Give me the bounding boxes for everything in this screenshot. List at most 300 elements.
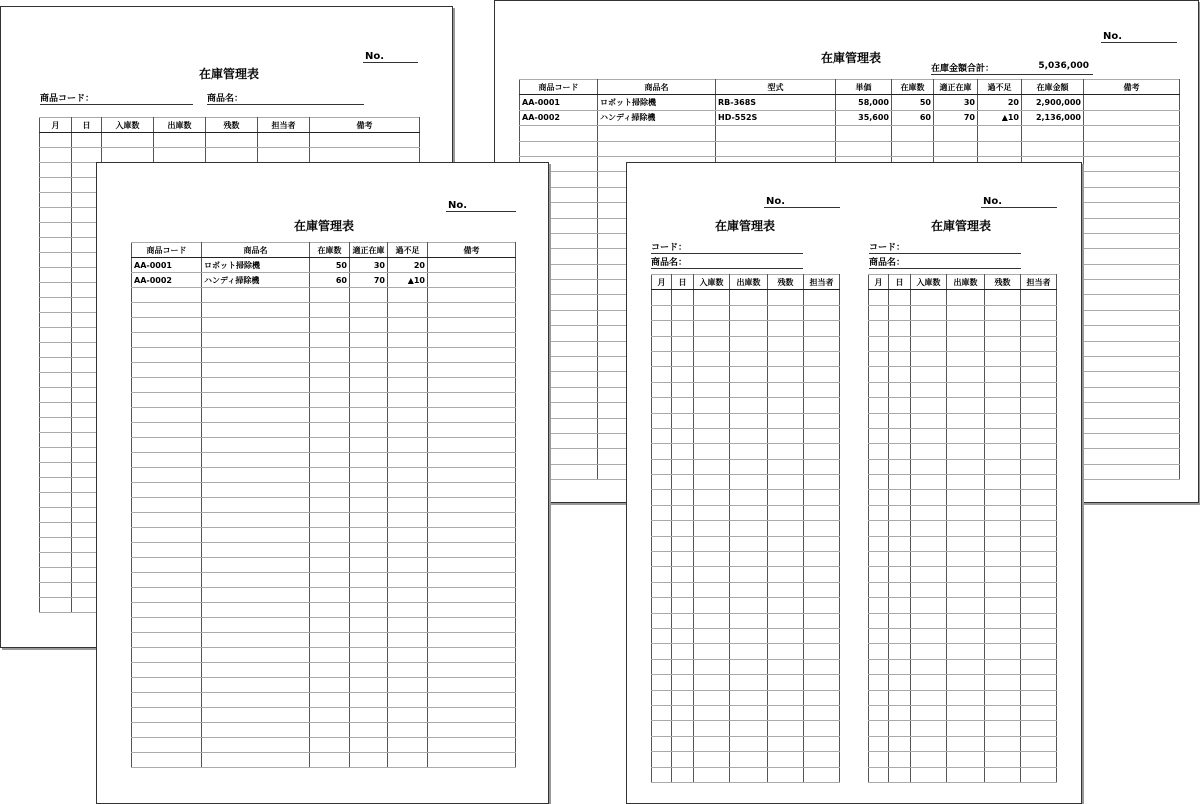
table-cell[interactable]: [985, 351, 1021, 366]
table-cell[interactable]: [804, 336, 840, 351]
table-cell[interactable]: [694, 475, 730, 490]
table-cell[interactable]: [202, 408, 310, 423]
table-cell[interactable]: [869, 552, 889, 567]
table-cell[interactable]: [202, 288, 310, 303]
table-cell[interactable]: [804, 536, 840, 551]
table-cell[interactable]: [947, 521, 985, 536]
table-cell[interactable]: [889, 736, 911, 751]
table-cell[interactable]: [889, 659, 911, 674]
table-cell[interactable]: [672, 351, 694, 366]
table-cell[interactable]: [730, 659, 768, 674]
table-cell[interactable]: [40, 493, 72, 508]
table-cell[interactable]: [40, 448, 72, 463]
table-cell[interactable]: [102, 133, 154, 148]
table-cell[interactable]: [258, 133, 310, 148]
table-cell[interactable]: [985, 475, 1021, 490]
table-cell[interactable]: [652, 675, 672, 690]
table-cell[interactable]: [350, 693, 388, 708]
table-cell[interactable]: [768, 767, 804, 782]
table-cell[interactable]: [985, 428, 1021, 443]
table-cell[interactable]: [947, 567, 985, 582]
table-cell[interactable]: [652, 367, 672, 382]
table-cell[interactable]: [310, 378, 350, 393]
table-cell[interactable]: [310, 573, 350, 588]
table-cell[interactable]: [1084, 156, 1180, 171]
table-cell[interactable]: 60: [310, 273, 350, 288]
table-cell[interactable]: ハンディ掃除機: [202, 273, 310, 288]
table-cell[interactable]: [310, 633, 350, 648]
table-cell[interactable]: [350, 618, 388, 633]
table-cell[interactable]: [1022, 141, 1084, 156]
table-cell[interactable]: 35,600: [836, 110, 892, 125]
table-cell[interactable]: [132, 303, 202, 318]
table-cell[interactable]: [911, 690, 947, 705]
table-cell[interactable]: [1084, 95, 1180, 110]
table-cell[interactable]: [1084, 387, 1180, 402]
table-cell[interactable]: [1084, 449, 1180, 464]
table-cell[interactable]: [40, 538, 72, 553]
table-cell[interactable]: [889, 628, 911, 643]
table-cell[interactable]: [350, 603, 388, 618]
table-cell[interactable]: [652, 628, 672, 643]
table-cell[interactable]: [672, 567, 694, 582]
table-cell[interactable]: [388, 543, 428, 558]
table-cell[interactable]: [911, 628, 947, 643]
table-cell[interactable]: [869, 428, 889, 443]
table-cell[interactable]: [694, 490, 730, 505]
table-cell[interactable]: [350, 453, 388, 468]
table-cell[interactable]: [911, 598, 947, 613]
table-cell[interactable]: [694, 428, 730, 443]
table-cell[interactable]: [911, 752, 947, 767]
table-cell[interactable]: [889, 336, 911, 351]
table-cell[interactable]: [947, 398, 985, 413]
table-cell[interactable]: [428, 438, 516, 453]
table-cell[interactable]: [388, 588, 428, 603]
table-cell[interactable]: [911, 767, 947, 782]
table-cell[interactable]: [768, 444, 804, 459]
table-cell[interactable]: [350, 723, 388, 738]
table-cell[interactable]: [202, 303, 310, 318]
table-cell[interactable]: [694, 628, 730, 643]
table-cell[interactable]: [40, 163, 72, 178]
table-cell[interactable]: [947, 675, 985, 690]
table-cell[interactable]: [672, 736, 694, 751]
table-cell[interactable]: [985, 567, 1021, 582]
table-cell[interactable]: [947, 290, 985, 305]
table-cell[interactable]: [40, 283, 72, 298]
table-cell[interactable]: [768, 351, 804, 366]
table-cell[interactable]: [768, 428, 804, 443]
table-cell[interactable]: 30: [350, 258, 388, 273]
table-cell[interactable]: [836, 126, 892, 141]
table-cell[interactable]: [768, 690, 804, 705]
table-cell[interactable]: [672, 613, 694, 628]
table-cell[interactable]: [40, 403, 72, 418]
table-cell[interactable]: ロボット掃除機: [598, 95, 716, 110]
table-cell[interactable]: [804, 767, 840, 782]
table-cell[interactable]: [869, 736, 889, 751]
table-cell[interactable]: [428, 603, 516, 618]
table-cell[interactable]: [388, 723, 428, 738]
table-cell[interactable]: [730, 321, 768, 336]
table-cell[interactable]: [652, 398, 672, 413]
table-cell[interactable]: [869, 613, 889, 628]
table-cell[interactable]: [768, 644, 804, 659]
table-cell[interactable]: [804, 552, 840, 567]
table-cell[interactable]: [202, 318, 310, 333]
table-cell[interactable]: [768, 736, 804, 751]
table-cell[interactable]: [889, 413, 911, 428]
table-cell[interactable]: [694, 398, 730, 413]
table-cell[interactable]: [947, 475, 985, 490]
table-cell[interactable]: [1021, 459, 1057, 474]
table-cell[interactable]: [985, 336, 1021, 351]
table-cell[interactable]: [694, 459, 730, 474]
table-cell[interactable]: [804, 736, 840, 751]
table-cell[interactable]: [310, 618, 350, 633]
table-cell[interactable]: [947, 382, 985, 397]
table-cell[interactable]: [869, 490, 889, 505]
table-cell[interactable]: [1021, 598, 1057, 613]
table-cell[interactable]: [985, 721, 1021, 736]
table-cell[interactable]: [672, 644, 694, 659]
table-cell[interactable]: [428, 348, 516, 363]
table-cell[interactable]: AA-0002: [132, 273, 202, 288]
table-cell[interactable]: [520, 141, 598, 156]
table-cell[interactable]: [947, 505, 985, 520]
table-cell[interactable]: [652, 413, 672, 428]
table-cell[interactable]: [1021, 736, 1057, 751]
table-cell[interactable]: [911, 567, 947, 582]
table-cell[interactable]: [892, 141, 934, 156]
table-cell[interactable]: [768, 721, 804, 736]
table-cell[interactable]: [804, 690, 840, 705]
table-cell[interactable]: [310, 438, 350, 453]
table-cell[interactable]: [388, 408, 428, 423]
table-cell[interactable]: [40, 388, 72, 403]
table-cell[interactable]: [154, 148, 206, 163]
table-cell[interactable]: [202, 498, 310, 513]
table-cell[interactable]: [388, 558, 428, 573]
table-cell[interactable]: [132, 603, 202, 618]
table-cell[interactable]: [202, 423, 310, 438]
table-cell[interactable]: [985, 382, 1021, 397]
table-cell[interactable]: [768, 398, 804, 413]
table-cell[interactable]: [730, 367, 768, 382]
table-cell[interactable]: [730, 459, 768, 474]
table-cell[interactable]: [350, 438, 388, 453]
table-cell[interactable]: [652, 598, 672, 613]
table-cell[interactable]: [652, 736, 672, 751]
table-cell[interactable]: 50: [310, 258, 350, 273]
table-cell[interactable]: [652, 644, 672, 659]
table-cell[interactable]: [1084, 172, 1180, 187]
table-cell[interactable]: [985, 598, 1021, 613]
table-cell[interactable]: [1084, 141, 1180, 156]
table-cell[interactable]: [768, 552, 804, 567]
table-cell[interactable]: 20: [388, 258, 428, 273]
table-cell[interactable]: [869, 367, 889, 382]
table-cell[interactable]: [428, 483, 516, 498]
table-cell[interactable]: [310, 348, 350, 363]
table-cell[interactable]: [652, 290, 672, 305]
table-cell[interactable]: [350, 363, 388, 378]
table-cell[interactable]: [652, 613, 672, 628]
table-cell[interactable]: [652, 475, 672, 490]
table-cell[interactable]: [132, 663, 202, 678]
table-cell[interactable]: [672, 367, 694, 382]
table-cell[interactable]: [310, 333, 350, 348]
table-cell[interactable]: [202, 723, 310, 738]
table-cell[interactable]: [730, 644, 768, 659]
table-cell[interactable]: [985, 413, 1021, 428]
table-cell[interactable]: [768, 628, 804, 643]
table-cell[interactable]: [869, 598, 889, 613]
table-cell[interactable]: ロボット掃除機: [202, 258, 310, 273]
table-cell[interactable]: [428, 258, 516, 273]
table-cell[interactable]: [1084, 264, 1180, 279]
table-cell[interactable]: [911, 367, 947, 382]
table-cell[interactable]: [388, 363, 428, 378]
table-cell[interactable]: [206, 133, 258, 148]
table-cell[interactable]: [350, 288, 388, 303]
table-cell[interactable]: [730, 505, 768, 520]
table-cell[interactable]: [428, 498, 516, 513]
table-cell[interactable]: [947, 582, 985, 597]
table-cell[interactable]: [132, 288, 202, 303]
table-cell[interactable]: [804, 305, 840, 320]
table-cell[interactable]: [428, 423, 516, 438]
table-cell[interactable]: [804, 428, 840, 443]
table-cell[interactable]: [947, 644, 985, 659]
table-cell[interactable]: [40, 598, 72, 613]
table-cell[interactable]: [1021, 582, 1057, 597]
table-cell[interactable]: [652, 428, 672, 443]
table-cell[interactable]: [202, 483, 310, 498]
table-cell[interactable]: [672, 428, 694, 443]
table-cell[interactable]: [350, 483, 388, 498]
table-cell[interactable]: [388, 648, 428, 663]
table-cell[interactable]: [1021, 505, 1057, 520]
table-cell[interactable]: [947, 536, 985, 551]
table-cell[interactable]: [730, 598, 768, 613]
table-cell[interactable]: [1084, 218, 1180, 233]
table-cell[interactable]: [652, 567, 672, 582]
table-cell[interactable]: [72, 133, 102, 148]
table-cell[interactable]: [694, 567, 730, 582]
table-cell[interactable]: [652, 321, 672, 336]
table-cell[interactable]: 58,000: [836, 95, 892, 110]
table-cell[interactable]: [310, 288, 350, 303]
table-cell[interactable]: [652, 705, 672, 720]
table-cell[interactable]: [947, 767, 985, 782]
table-cell[interactable]: [911, 336, 947, 351]
table-cell[interactable]: [694, 552, 730, 567]
table-cell[interactable]: [350, 573, 388, 588]
table-cell[interactable]: [40, 223, 72, 238]
table-cell[interactable]: [652, 382, 672, 397]
table-cell[interactable]: [911, 721, 947, 736]
table-cell[interactable]: [694, 367, 730, 382]
table-cell[interactable]: [804, 367, 840, 382]
table-cell[interactable]: [889, 475, 911, 490]
table-cell[interactable]: [889, 644, 911, 659]
table-cell[interactable]: [672, 721, 694, 736]
table-cell[interactable]: [985, 705, 1021, 720]
table-cell[interactable]: [202, 678, 310, 693]
table-cell[interactable]: [40, 583, 72, 598]
table-cell[interactable]: [804, 582, 840, 597]
table-cell[interactable]: [350, 423, 388, 438]
table-cell[interactable]: [978, 126, 1022, 141]
table-cell[interactable]: [132, 453, 202, 468]
table-cell[interactable]: [428, 378, 516, 393]
table-cell[interactable]: [730, 351, 768, 366]
table-cell[interactable]: [672, 290, 694, 305]
table-cell[interactable]: [310, 723, 350, 738]
table-cell[interactable]: [652, 767, 672, 782]
table-cell[interactable]: [652, 351, 672, 366]
table-cell[interactable]: ▲10: [388, 273, 428, 288]
table-cell[interactable]: [804, 444, 840, 459]
table-cell[interactable]: [869, 413, 889, 428]
table-cell[interactable]: [730, 736, 768, 751]
table-cell[interactable]: [985, 552, 1021, 567]
table-cell[interactable]: [694, 752, 730, 767]
table-cell[interactable]: [804, 290, 840, 305]
table-cell[interactable]: [804, 382, 840, 397]
table-cell[interactable]: [869, 444, 889, 459]
table-cell[interactable]: [652, 721, 672, 736]
table-cell[interactable]: [889, 675, 911, 690]
table-cell[interactable]: [310, 423, 350, 438]
table-cell[interactable]: [206, 148, 258, 163]
table-cell[interactable]: [1021, 567, 1057, 582]
table-cell[interactable]: [694, 644, 730, 659]
table-cell[interactable]: [1021, 536, 1057, 551]
table-cell[interactable]: [911, 675, 947, 690]
table-cell[interactable]: [40, 478, 72, 493]
table-cell[interactable]: [694, 290, 730, 305]
table-cell[interactable]: [889, 613, 911, 628]
table-cell[interactable]: [889, 490, 911, 505]
table-cell[interactable]: [40, 358, 72, 373]
table-cell[interactable]: [768, 521, 804, 536]
table-cell[interactable]: 2,136,000: [1022, 110, 1084, 125]
table-cell[interactable]: [310, 708, 350, 723]
table-cell[interactable]: [652, 490, 672, 505]
table-cell[interactable]: [310, 483, 350, 498]
table-cell[interactable]: [889, 705, 911, 720]
table-cell[interactable]: [672, 552, 694, 567]
table-cell[interactable]: AA-0001: [132, 258, 202, 273]
table-cell[interactable]: [388, 378, 428, 393]
table-cell[interactable]: [804, 675, 840, 690]
table-cell[interactable]: [428, 543, 516, 558]
table-cell[interactable]: [985, 582, 1021, 597]
table-cell[interactable]: [202, 648, 310, 663]
table-cell[interactable]: [1021, 382, 1057, 397]
table-cell[interactable]: [985, 505, 1021, 520]
table-cell[interactable]: [768, 598, 804, 613]
table-cell[interactable]: [730, 521, 768, 536]
table-cell[interactable]: [869, 752, 889, 767]
table-cell[interactable]: [40, 193, 72, 208]
table-cell[interactable]: [428, 708, 516, 723]
table-cell[interactable]: [985, 321, 1021, 336]
table-cell[interactable]: [889, 382, 911, 397]
table-cell[interactable]: [768, 536, 804, 551]
table-cell[interactable]: [768, 475, 804, 490]
table-cell[interactable]: [672, 598, 694, 613]
table-cell[interactable]: [672, 459, 694, 474]
table-cell[interactable]: [350, 333, 388, 348]
table-cell[interactable]: [652, 521, 672, 536]
table-cell[interactable]: [1021, 398, 1057, 413]
table-cell[interactable]: [889, 752, 911, 767]
table-cell[interactable]: [202, 363, 310, 378]
table-cell[interactable]: [985, 305, 1021, 320]
table-cell[interactable]: [947, 613, 985, 628]
table-cell[interactable]: [1084, 418, 1180, 433]
table-cell[interactable]: [202, 543, 310, 558]
table-cell[interactable]: [428, 513, 516, 528]
table-cell[interactable]: [768, 413, 804, 428]
table-cell[interactable]: [132, 753, 202, 768]
table-cell[interactable]: [889, 552, 911, 567]
table-cell[interactable]: [1021, 521, 1057, 536]
table-cell[interactable]: [730, 567, 768, 582]
table-cell[interactable]: [804, 490, 840, 505]
table-cell[interactable]: [768, 336, 804, 351]
table-cell[interactable]: [804, 598, 840, 613]
table-cell[interactable]: [1021, 351, 1057, 366]
table-cell[interactable]: [934, 141, 978, 156]
table-cell[interactable]: [40, 148, 72, 163]
table-cell[interactable]: [652, 459, 672, 474]
table-cell[interactable]: [911, 398, 947, 413]
table-cell[interactable]: [889, 459, 911, 474]
table-cell[interactable]: [598, 126, 716, 141]
table-cell[interactable]: [672, 675, 694, 690]
table-cell[interactable]: [350, 708, 388, 723]
table-cell[interactable]: [388, 393, 428, 408]
table-cell[interactable]: [310, 453, 350, 468]
table-cell[interactable]: [40, 343, 72, 358]
table-cell[interactable]: [730, 582, 768, 597]
table-cell[interactable]: [730, 490, 768, 505]
table-cell[interactable]: [985, 659, 1021, 674]
table-cell[interactable]: [768, 321, 804, 336]
table-cell[interactable]: [1021, 675, 1057, 690]
table-cell[interactable]: [730, 336, 768, 351]
table-cell[interactable]: [350, 303, 388, 318]
table-cell[interactable]: [768, 382, 804, 397]
table-cell[interactable]: [804, 459, 840, 474]
table-cell[interactable]: [132, 588, 202, 603]
table-cell[interactable]: [40, 253, 72, 268]
table-cell[interactable]: [310, 148, 420, 163]
table-cell[interactable]: [730, 705, 768, 720]
table-cell[interactable]: [768, 675, 804, 690]
table-cell[interactable]: [672, 659, 694, 674]
table-cell[interactable]: [310, 543, 350, 558]
table-cell[interactable]: [202, 528, 310, 543]
table-cell[interactable]: [202, 633, 310, 648]
table-cell[interactable]: [132, 393, 202, 408]
table-cell[interactable]: [694, 536, 730, 551]
